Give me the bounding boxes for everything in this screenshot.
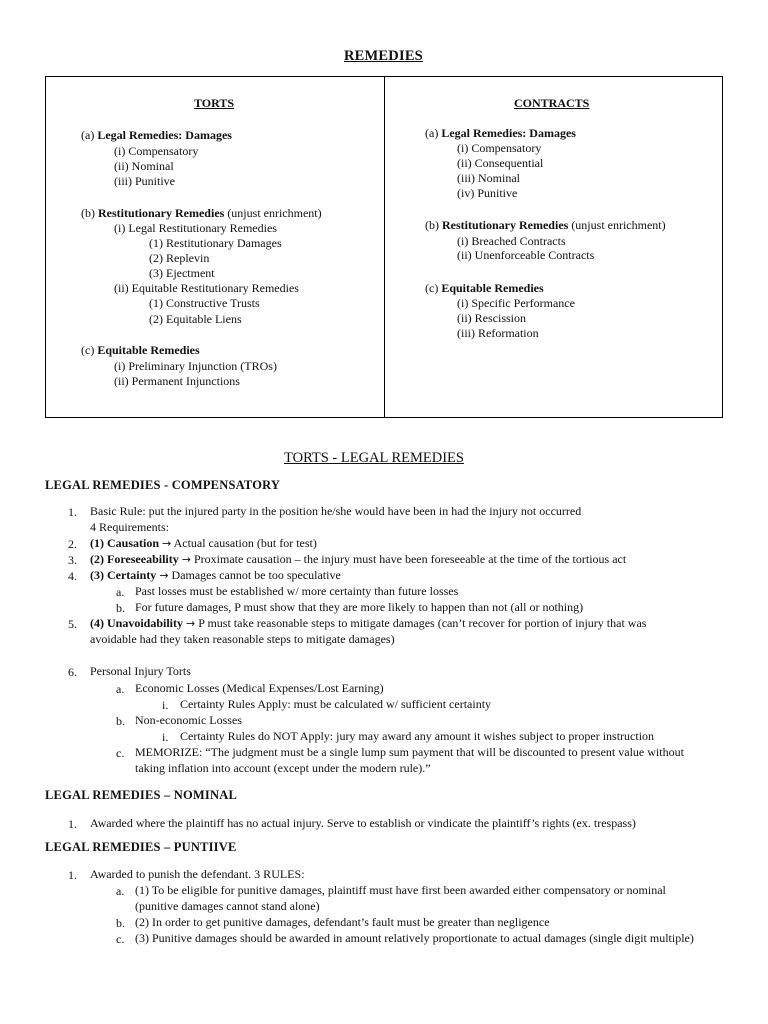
compensatory-requirements-label: 4 Requirements: xyxy=(90,520,169,534)
list-letter: a. xyxy=(116,682,125,696)
list-number: 1. xyxy=(68,505,77,519)
compensatory-heading: LEGAL REMEDIES - COMPENSATORY xyxy=(45,478,281,492)
contracts-item: (iii) Reformation xyxy=(457,326,539,340)
punitive-rule: Awarded to punish the defendant. 3 RULES: xyxy=(90,867,305,881)
list-roman: i. xyxy=(162,730,169,744)
nominal-rule: Awarded where the plaintiff has no actual injury. Serve to establish or vindicate the plaintiff’s rights (ex. trespass) xyxy=(90,816,636,830)
requirement-certainty: (3) Certainty → Damages cannot be too speculative xyxy=(90,568,341,582)
punitive-rule-1-continued: (punitive damages cannot stand alone) xyxy=(135,899,320,913)
personal-injury-torts: Personal Injury Torts xyxy=(90,664,191,678)
contracts-item-a: (a) Legal Remedies: Damages xyxy=(425,126,576,140)
arrow-right-icon: → xyxy=(159,569,169,582)
contracts-item-b: (b) Restitutionary Remedies (unjust enrichment) xyxy=(425,218,666,232)
contracts-heading: CONTRACTS xyxy=(514,96,590,110)
list-number: 1. xyxy=(68,868,77,882)
section-title: TORTS - LEGAL REMEDIES xyxy=(284,450,464,466)
list-letter: b. xyxy=(116,601,125,615)
list-number: 4. xyxy=(68,569,77,583)
contracts-item: (iv) Punitive xyxy=(457,186,518,200)
list-number: 3. xyxy=(68,553,77,567)
punitive-rule-1: (1) To be eligible for punitive damages, plaintiff must have first been awarded either compensatory or nominal xyxy=(135,883,666,897)
punitive-rule-2: (2) In order to get punitive damages, defendant’s fault must be greater than negligence xyxy=(135,915,550,929)
list-letter: a. xyxy=(116,585,125,599)
certainty-future-damages: For future damages, P must show that they are more likely to happen than not (all or nothing) xyxy=(135,600,584,614)
torts-heading: TORTS xyxy=(194,96,235,110)
list-letter: b. xyxy=(116,916,125,930)
non-economic-certainty-rule: Certainty Rules do NOT Apply: jury may award any amount it wishes subject to proper instruction xyxy=(180,729,655,743)
arrow-right-icon: → xyxy=(181,553,191,566)
torts-item: (i) Compensatory xyxy=(114,144,199,158)
contracts-item: (ii) Consequential xyxy=(457,156,544,170)
list-letter: b. xyxy=(116,714,125,728)
contracts-item: (i) Breached Contracts xyxy=(457,234,566,248)
contracts-item: (i) Compensatory xyxy=(457,141,542,155)
torts-column xyxy=(46,77,384,417)
torts-item-a: (a) Legal Remedies: Damages xyxy=(81,128,232,142)
requirement-foreseeability: (2) Foreseeability → Proximate causation – the injury must have been foreseeable at the time of the tortious act xyxy=(90,552,627,566)
compensatory-basic-rule: Basic Rule: put the injured party in the position he/she would have been in had the injury not occurred xyxy=(90,504,582,518)
arrow-right-icon: → xyxy=(162,537,172,550)
contracts-item-c: (c) Equitable Remedies xyxy=(425,281,544,295)
remedies-table xyxy=(45,76,723,418)
list-number: 1. xyxy=(68,817,77,831)
list-letter: a. xyxy=(116,884,125,898)
certainty-past-losses: Past losses must be established w/ more certainty than future losses xyxy=(135,584,459,598)
contracts-item: (ii) Unenforceable Contracts xyxy=(457,248,595,262)
arrow-right-icon: → xyxy=(186,617,196,630)
list-number: 6. xyxy=(68,665,77,679)
page-title: REMEDIES xyxy=(344,48,423,64)
torts-item: (iii) Punitive xyxy=(114,174,175,188)
nominal-heading: LEGAL REMEDIES – NOMINAL xyxy=(45,788,237,802)
list-letter: c. xyxy=(116,746,125,760)
torts-item: (ii) Equitable Restitutionary Remedies xyxy=(114,281,299,295)
torts-item: (i) Preliminary Injunction (TROs) xyxy=(114,359,277,373)
list-number: 5. xyxy=(68,617,77,631)
torts-item-b: (b) Restitutionary Remedies (unjust enrichment) xyxy=(81,206,322,220)
contracts-item: (iii) Nominal xyxy=(457,171,520,185)
unavoidability-continued: avoidable had they taken reasonable steps to mitigate damages) xyxy=(90,632,395,646)
list-letter: c. xyxy=(116,932,125,946)
torts-item: (1) Constructive Trusts xyxy=(149,296,260,310)
punitive-rule-3: (3) Punitive damages should be awarded in amount relatively proportionate to actual damages (single digit multiple) xyxy=(135,931,694,945)
torts-item-c: (c) Equitable Remedies xyxy=(81,343,200,357)
contracts-item: (i) Specific Performance xyxy=(457,296,575,310)
torts-item: (1) Restitutionary Damages xyxy=(149,236,282,250)
list-roman: i. xyxy=(162,698,169,712)
list-number: 2. xyxy=(68,537,77,551)
economic-losses: Economic Losses (Medical Expenses/Lost Earning) xyxy=(135,681,384,695)
non-economic-losses: Non-economic Losses xyxy=(135,713,242,727)
torts-item: (ii) Nominal xyxy=(114,159,174,173)
requirement-unavoidability: (4) Unavoidability → P must take reasonable steps to mitigate damages (can’t recover for portion of injury that was xyxy=(90,616,647,630)
memorize-rule: MEMORIZE: “The judgment must be a single lump sum payment that will be discounted to present value without xyxy=(135,745,684,759)
punitive-heading: LEGAL REMEDIES – PUNTIIVE xyxy=(45,840,237,854)
torts-item: (ii) Permanent Injunctions xyxy=(114,374,240,388)
torts-item: (3) Ejectment xyxy=(149,266,215,280)
torts-item: (2) Replevin xyxy=(149,251,210,265)
torts-item: (2) Equitable Liens xyxy=(149,312,242,326)
economic-certainty-rule: Certainty Rules Apply: must be calculated w/ sufficient certainty xyxy=(180,697,492,711)
requirement-causation: (1) Causation → Actual causation (but for test) xyxy=(90,536,317,550)
torts-item: (i) Legal Restitutionary Remedies xyxy=(114,221,277,235)
memorize-rule-continued: taking inflation into account (except under the modern rule).” xyxy=(135,761,431,775)
contracts-column xyxy=(385,77,723,417)
contracts-item: (ii) Rescission xyxy=(457,311,526,325)
